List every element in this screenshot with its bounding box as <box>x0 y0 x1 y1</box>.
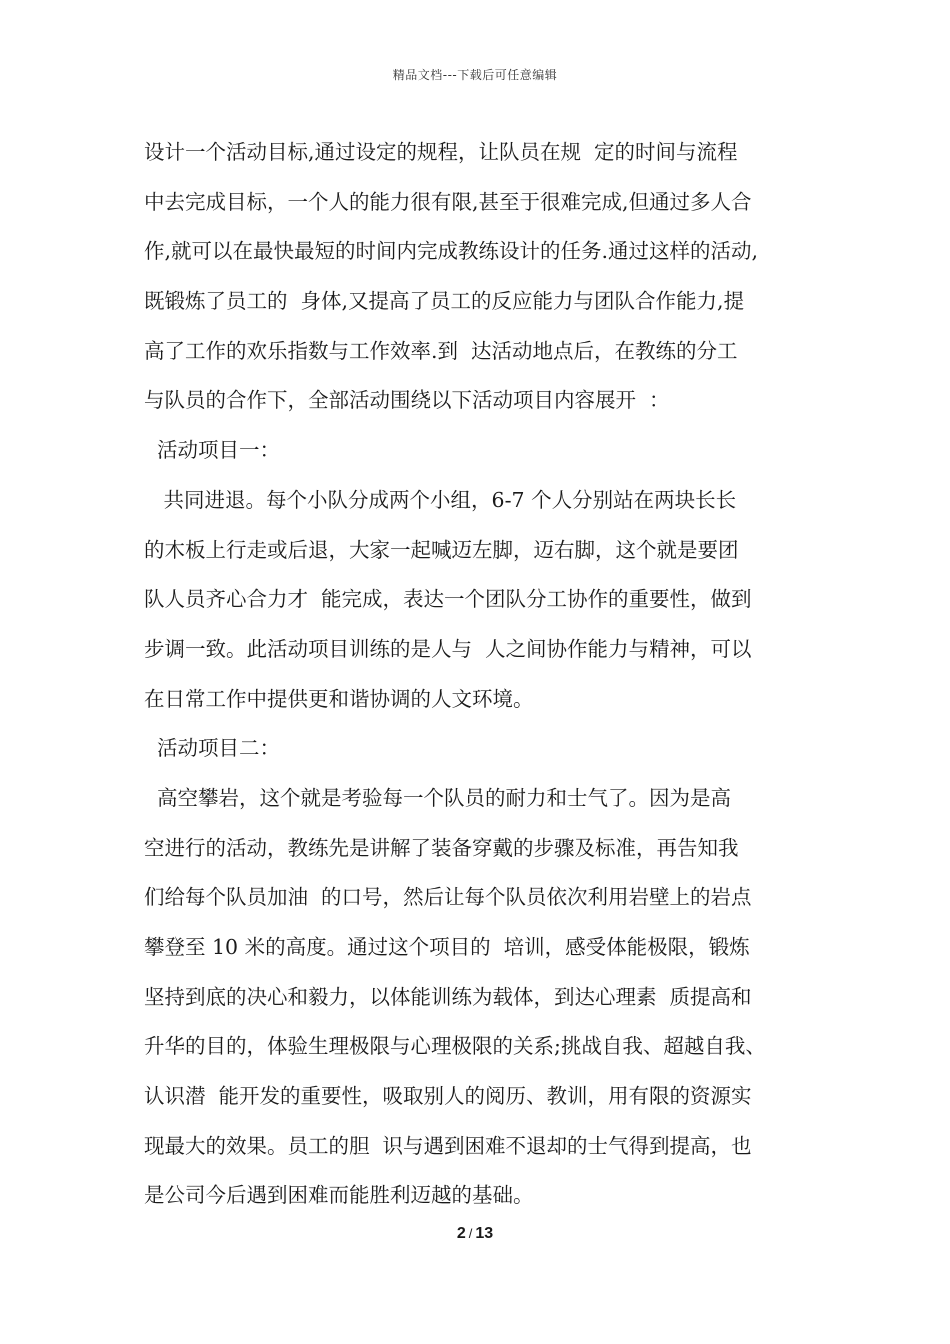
text-line: 高空攀岩，这个就是考验每一个队员的耐力和士气了。因为是高 <box>144 785 732 810</box>
text-line: 是公司今后遇到困难而能胜利迈越的基础。 <box>144 1183 534 1208</box>
text-line: 步调一致。此活动项目训练的是人与 人之间协作能力与精神，可以 <box>144 636 752 661</box>
text-line: 设计一个活动目标,通过设定的规程，让队员在规 定的时间与流程 <box>144 140 738 164</box>
text-line: 既锻炼了员工的 身体,又提高了员工的反应能力与团队合作能力,提 <box>144 289 745 314</box>
text-line: 共同进退。每个小队分成两个小组，6-7 个人分别站在两块长长 <box>144 487 737 512</box>
text-line: 坚持到底的决心和毅力，以体能训练为载体，到达心理素 质提高和 <box>144 984 752 1009</box>
text-line: 作,就可以在最快最短的时间内完成教练设计的任务.通过这样的活动, <box>144 239 759 264</box>
page-number <box>0 1225 950 1243</box>
text-line: 升华的目的，体验生理极限与心理极限的关系;挑战自我、超越自我、 <box>144 1034 766 1059</box>
text-line: 认识潜 能开发的重要性，吸取别人的阅历、教训，用有限的资源实 <box>144 1084 752 1109</box>
text-line: 中去完成目标，一个人的能力很有限,甚至于很难完成,但通过多人合 <box>144 189 752 214</box>
text-line: 的木板上行走或后退，大家一起喊迈左脚，迈右脚，这个就是要团 <box>144 537 739 562</box>
text-line: 高了工作的欢乐指数与工作效率.到 达活动地点后，在教练的分工 <box>144 338 738 363</box>
text-line: 在日常工作中提供更和谐协调的人文环境。 <box>144 686 534 711</box>
current-page: 2 <box>456 1225 466 1242</box>
text-line: 们给每个队员加油 的口号，然后让每个队员依次利用岩壁上的岩点 <box>144 885 752 910</box>
page-separator: / <box>468 1226 473 1241</box>
body-text <box>144 128 824 1221</box>
text-line: 空进行的活动，教练先是讲解了装备穿戴的步骤及标准，再告知我 <box>144 835 739 860</box>
text-line: 队人员齐心合力才 能完成，表达一个团队分工协作的重要性，做到 <box>144 587 752 612</box>
section-heading: 活动项目二： <box>144 736 281 761</box>
text-line: 现最大的效果。员工的胆 识与遇到困难不退却的士气得到提高，也 <box>144 1133 752 1158</box>
text-line: 与队员的合作下，全部活动围绕以下活动项目内容展开 ： <box>144 388 670 413</box>
section-heading: 活动项目一： <box>144 438 281 463</box>
text-line: 攀登至 10 米的高度。通过这个项目的 培训，感受体能极限，锻炼 <box>144 935 750 959</box>
total-pages: 13 <box>475 1225 494 1242</box>
page-header: 精品文档---下载后可任意编辑 <box>392 68 558 82</box>
